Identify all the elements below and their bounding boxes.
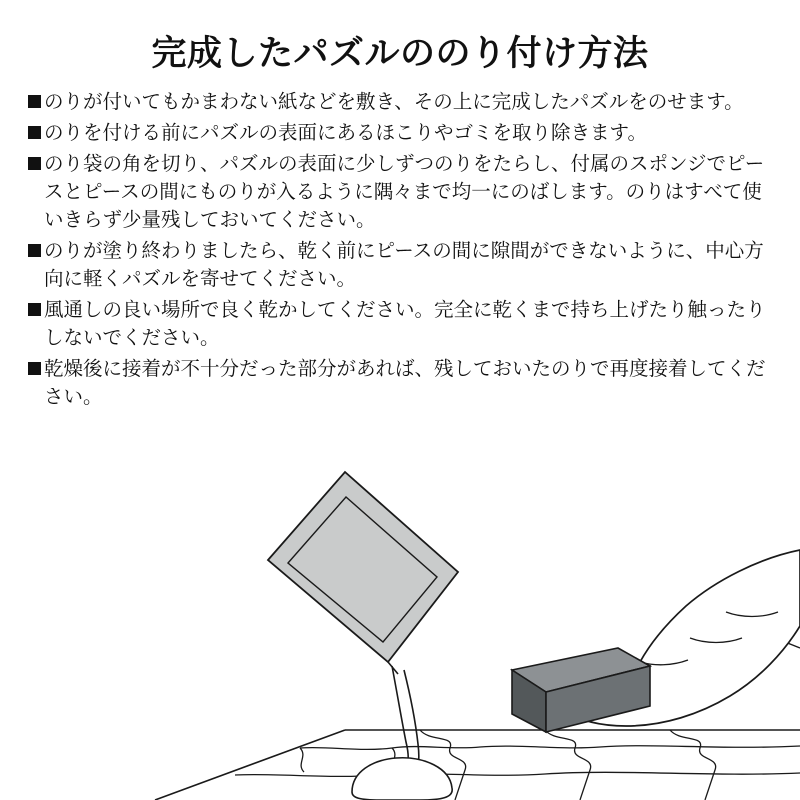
square-bullet-icon — [28, 126, 41, 139]
glue-packet — [268, 472, 458, 674]
square-bullet-icon — [28, 362, 41, 375]
list-item-text: のり袋の角を切り、パズルの表面に少しずつのりをたらし、付属のスポンジでピースとピースの間にものりが入るように隅々まで均一にのばします。のりはすべて使いきらず少量残しておいてください。 — [44, 152, 765, 231]
glue-application-illustration — [0, 430, 800, 800]
list-item — [28, 237, 773, 293]
list-item-text: のりを付ける前にパズルの表面にあるほこりやゴミを取り除きます。 — [44, 121, 647, 144]
list-item-text: のりが塗り終わりましたら、乾く前にピースの間に隙間ができないように、中心方向に軽くパズルを寄せてください。 — [44, 239, 764, 290]
list-item — [28, 88, 773, 116]
instructions-list — [28, 88, 773, 414]
square-bullet-icon — [28, 95, 41, 108]
list-item — [28, 355, 773, 411]
puzzle-board — [155, 730, 800, 800]
square-bullet-icon — [28, 244, 41, 257]
square-bullet-icon — [28, 303, 41, 316]
list-item — [28, 150, 773, 234]
list-item-text: 風通しの良い場所で良く乾かしてください。完全に乾くまで持ち上げたり触ったりしないでください。 — [44, 298, 766, 349]
list-item — [28, 119, 773, 147]
list-item — [28, 296, 773, 352]
list-item-text: のりが付いてもかまわない紙などを敷き、その上に完成したパズルをのせます。 — [44, 90, 744, 113]
square-bullet-icon — [28, 157, 41, 170]
list-item-text: 乾燥後に接着が不十分だった部分があれば、残しておいたのりで再度接着してください。 — [44, 357, 766, 408]
page-title: 完成したパズルののり付け方法 — [151, 34, 649, 74]
